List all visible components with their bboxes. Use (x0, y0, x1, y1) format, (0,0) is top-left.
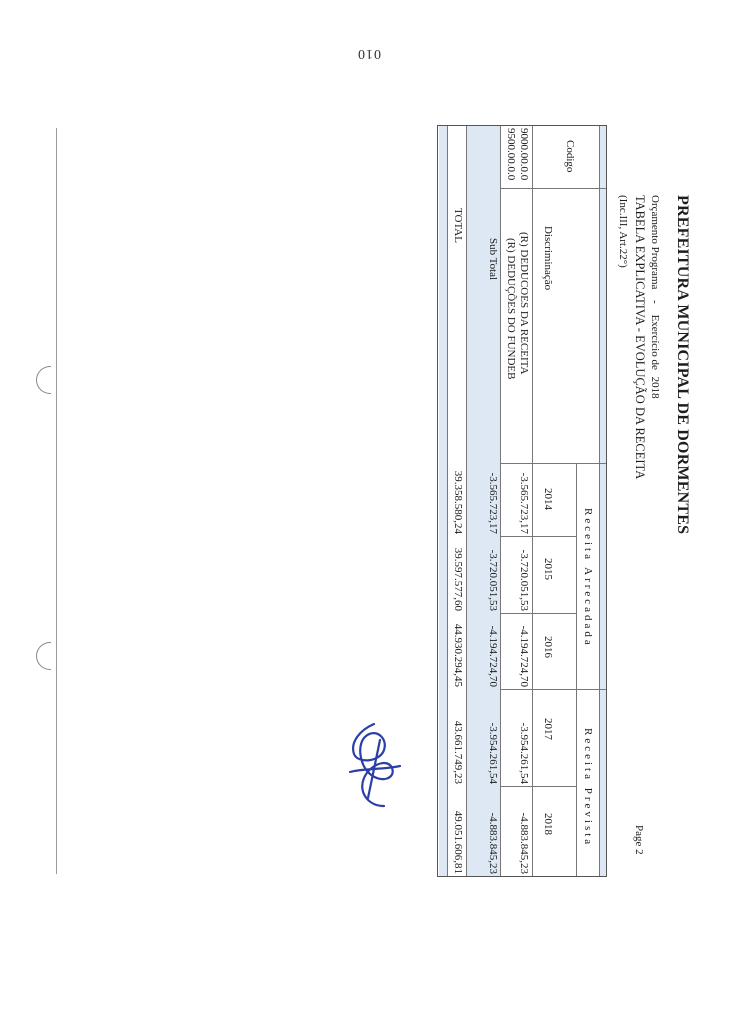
rule-col-2 (501, 463, 606, 464)
subtotal-value: -3.720.051,53 (487, 549, 499, 611)
header-description: Discriminação (542, 226, 554, 291)
subtotal-label: Sub Total (487, 238, 499, 281)
program-line (649, 195, 661, 399)
rotated-document (435, 125, 695, 885)
total-value: 49.051.606,81 (452, 810, 464, 874)
exercise-year: 2018 (649, 376, 661, 399)
row-description: (R) DEDUÇÕES DO FUNDEB (505, 238, 517, 380)
total-value: 44.930.294,45 (452, 623, 464, 687)
program-separator: - (649, 300, 661, 304)
total-value: 43.661.749,23 (452, 720, 464, 784)
row-value: -3.720.051,53 (518, 549, 530, 611)
rule-total (447, 126, 448, 876)
row-value: -3.565.723,17 (518, 472, 530, 534)
total-label: TOTAL (452, 208, 464, 243)
page-number: 010 (357, 46, 381, 61)
rule-col-3 (501, 536, 577, 537)
header-code: Codigo (564, 140, 576, 173)
rule-col-5 (501, 689, 606, 690)
header-year-2017: 2017 (542, 718, 554, 740)
exercise-label: Exercício de (649, 314, 661, 370)
revenue-table (437, 125, 607, 877)
rule-body (500, 126, 501, 876)
header-collected: Receita Arrecadada (582, 508, 594, 648)
rule-header (532, 126, 533, 876)
row-value: -3.954.261,54 (518, 722, 530, 784)
punch-hole-bottom (36, 642, 51, 670)
document-title: PREFEITURA MUNICIPAL DE DORMENTES (674, 195, 691, 535)
header-year-2014: 2014 (542, 488, 554, 510)
rule-group (576, 463, 577, 876)
punch-hole-top (36, 366, 51, 394)
handwritten-signature (340, 720, 408, 812)
subtotal-value: -3.954.261,54 (487, 722, 499, 784)
rule-top (599, 126, 600, 876)
row-value: -4.194.724,70 (518, 625, 530, 687)
subtotal-value: -4.194.724,70 (487, 625, 499, 687)
header-year-2018: 2018 (542, 813, 554, 835)
program-label: Orçamento Programa (649, 195, 661, 290)
table-title: TABELA EXPLICATIVA - EVOLUÇÃO DA RECEITA (633, 195, 647, 480)
rule-col-4 (501, 613, 577, 614)
rule-subtotal (466, 126, 467, 876)
row-value: -4.883.845,23 (518, 812, 530, 874)
row-code: 9000.00.0.0 (518, 128, 530, 181)
total-value: 39.597.577,60 (452, 547, 464, 611)
row-description: (R) DEDUCOES DA RECEITA (518, 232, 530, 375)
total-value: 39.358.580,24 (452, 470, 464, 534)
legal-reference: (Inc.III, Art.22°) (617, 195, 629, 268)
rule-col-1 (501, 188, 606, 189)
band-top (600, 126, 606, 876)
row-code: 9500.00.0.0 (505, 128, 517, 181)
header-forecast: Receita Prevista (582, 728, 594, 848)
rule-col-6 (501, 786, 577, 787)
left-margin-rule (56, 128, 57, 874)
header-year-2016: 2016 (542, 636, 554, 658)
page-label: Page 2 (633, 825, 645, 855)
header-year-2015: 2015 (542, 558, 554, 580)
subtotal-value: -4.883.845,23 (487, 812, 499, 874)
subtotal-value: -3.565.723,17 (487, 472, 499, 534)
